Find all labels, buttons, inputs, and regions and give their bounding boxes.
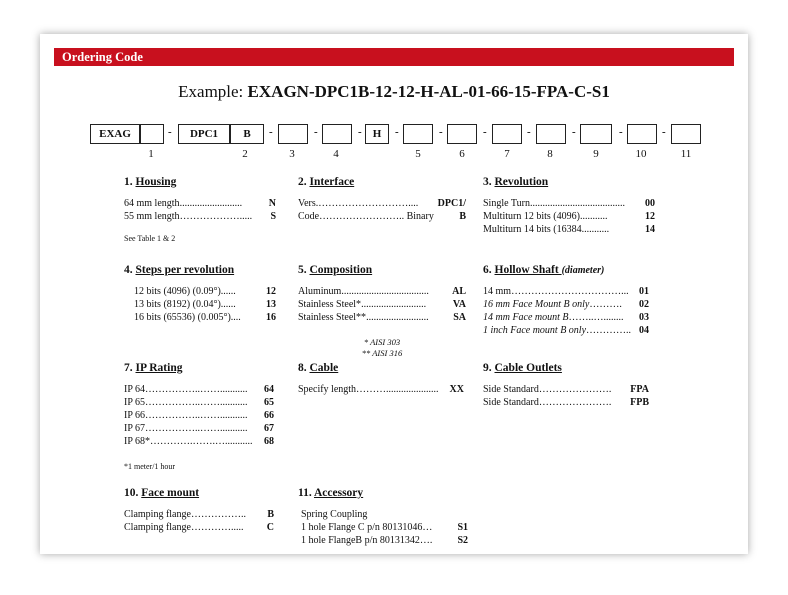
section-title: 5. Composition xyxy=(298,264,373,276)
option-row: Side Standard …………………. FPA xyxy=(483,384,649,395)
section-title: 10. Face mount xyxy=(124,487,200,499)
option-row: 14 mm ……………………………... 01 xyxy=(483,286,649,297)
section-interface xyxy=(298,176,466,223)
option-row: 1 inch Face mount B only ………….. 04 xyxy=(483,325,649,336)
option-row: Stainless Steel** ......................... SA xyxy=(298,312,466,323)
example-code: EXAGN-DPC1B-12-12-H-AL-01-66-15-FPA-C-S1 xyxy=(247,82,610,101)
section-cable xyxy=(298,362,464,396)
option-row: 16 mm Face Mount B only ………. 02 xyxy=(483,299,649,310)
section-accessory xyxy=(298,487,468,547)
section-title: 6. Hollow Shaft (diameter) xyxy=(483,264,605,276)
section-title: 9. Cable Outlets xyxy=(483,362,562,374)
code-box-housing xyxy=(140,124,164,144)
code-box-dpc1: DPC1 xyxy=(178,124,230,144)
code-dash: - xyxy=(439,126,443,138)
option-row: 16 bits (65536) (0.005°) .... 16 xyxy=(134,312,276,323)
section-title: 1. Housing xyxy=(124,176,177,188)
option-row: 14 mm Face mount B ……..…........ 03 xyxy=(483,312,649,323)
code-dash: - xyxy=(395,126,399,138)
option-row: IP 64 ……………..……........... 64 xyxy=(124,384,274,395)
option-row: Single Turn ...................................... 00 xyxy=(483,198,655,209)
code-dash: - xyxy=(572,126,576,138)
code-box-cable xyxy=(536,124,566,144)
code-box-hollow-shaft xyxy=(447,124,477,144)
section-header: Ordering Code xyxy=(54,48,734,66)
option-row: Vers. ……………………….... DPC1/ xyxy=(298,198,466,209)
section-ip-rating xyxy=(124,362,274,473)
option-row: 64 mm length ......................... N xyxy=(124,198,276,209)
code-position-number: 4 xyxy=(333,148,339,160)
code-position-number: 2 xyxy=(242,148,248,160)
option-row: Clamping flange …………..... C xyxy=(124,522,274,533)
option-row: Clamping flange …………….. B xyxy=(124,509,274,520)
section-composition xyxy=(298,264,466,359)
housing-note: See Table 1 & 2 xyxy=(124,234,176,243)
section-housing xyxy=(124,176,276,245)
code-box-interface: B xyxy=(230,124,264,144)
code-box-steps xyxy=(322,124,352,144)
example-line xyxy=(40,82,748,102)
section-cable-outlets xyxy=(483,362,649,409)
code-box-composition xyxy=(403,124,433,144)
code-box-h: H xyxy=(365,124,389,144)
code-dash: - xyxy=(314,126,318,138)
code-position-number: 1 xyxy=(148,148,154,160)
option-row: Aluminum ................................... AL xyxy=(298,286,466,297)
ordering-code-boxes xyxy=(40,124,748,164)
code-position-number: 8 xyxy=(547,148,553,160)
code-dash: - xyxy=(483,126,487,138)
option-row: Side Standard …………………. FPB xyxy=(483,397,649,408)
ordering-code-sheet xyxy=(40,34,748,554)
option-row: IP 67 ……………..……........... 67 xyxy=(124,423,274,434)
option-row: 1 hole FlangeB p/n 80131342 …. S2 xyxy=(301,535,468,546)
section-title: 7. IP Rating xyxy=(124,362,183,374)
section-steps-per-revolution xyxy=(124,264,276,324)
section-title: 2. Interface xyxy=(298,176,355,188)
code-position-number: 10 xyxy=(635,148,647,160)
code-box-accessory xyxy=(671,124,701,144)
ip-rating-note: *1 meter/1 hour xyxy=(124,462,176,471)
code-position-number: 7 xyxy=(504,148,510,160)
code-position-number: 3 xyxy=(289,148,295,160)
code-box-exag: EXAG xyxy=(90,124,140,144)
composition-footnote: * AISI 303 xyxy=(363,337,401,347)
code-position-number: 11 xyxy=(680,148,692,160)
option-row: Code …………………….. Binary B xyxy=(298,211,466,222)
code-dash: - xyxy=(168,126,172,138)
option-row: 1 hole Flange C p/n 80131046 … S1 xyxy=(301,522,468,533)
code-box-cable-outlets xyxy=(580,124,612,144)
option-row: IP 68* ………….…….…........... 68 xyxy=(124,436,274,447)
section-hollow-shaft xyxy=(483,264,649,337)
option-row: Stainless Steel* .......................... VA xyxy=(298,299,466,310)
example-prefix: Example: xyxy=(178,82,248,101)
option-row: Multiturn 12 bits (4096) ........... 12 xyxy=(483,211,655,222)
option-row: IP 66 ……………..……........... 66 xyxy=(124,410,274,421)
option-row: 12 bits (4096) (0.09°) ...... 12 xyxy=(134,286,276,297)
section-title: 4. Steps per revolution xyxy=(124,264,235,276)
accessory-subtitle: Spring Coupling xyxy=(301,509,368,520)
code-box-ip-rating xyxy=(492,124,522,144)
option-row: 55 mm length ………………..... S xyxy=(124,211,276,222)
section-title: 3. Revolution xyxy=(483,176,549,188)
code-dash: - xyxy=(619,126,623,138)
option-row: 13 bits (8192) (0.04°) ...... 13 xyxy=(134,299,276,310)
section-face-mount xyxy=(124,487,274,534)
code-dash: - xyxy=(269,126,273,138)
composition-footnote: ** AISI 316 xyxy=(361,348,403,358)
section-revolution xyxy=(483,176,655,236)
section-title: 8. Cable xyxy=(298,362,339,374)
code-position-number: 5 xyxy=(415,148,421,160)
section-title: 11. Accessory xyxy=(298,487,364,499)
code-dash: - xyxy=(358,126,362,138)
option-row: IP 65 ……………..……........... 65 xyxy=(124,397,274,408)
code-box-revolution xyxy=(278,124,308,144)
code-position-number: 6 xyxy=(459,148,465,160)
code-dash: - xyxy=(662,126,666,138)
code-dash: - xyxy=(527,126,531,138)
code-position-number: 9 xyxy=(593,148,599,160)
code-box-face-mount xyxy=(627,124,657,144)
option-row: Specify length ………..................... XX xyxy=(298,384,464,395)
option-row: Multiturn 14 bits (16384 ........... 14 xyxy=(483,224,655,235)
